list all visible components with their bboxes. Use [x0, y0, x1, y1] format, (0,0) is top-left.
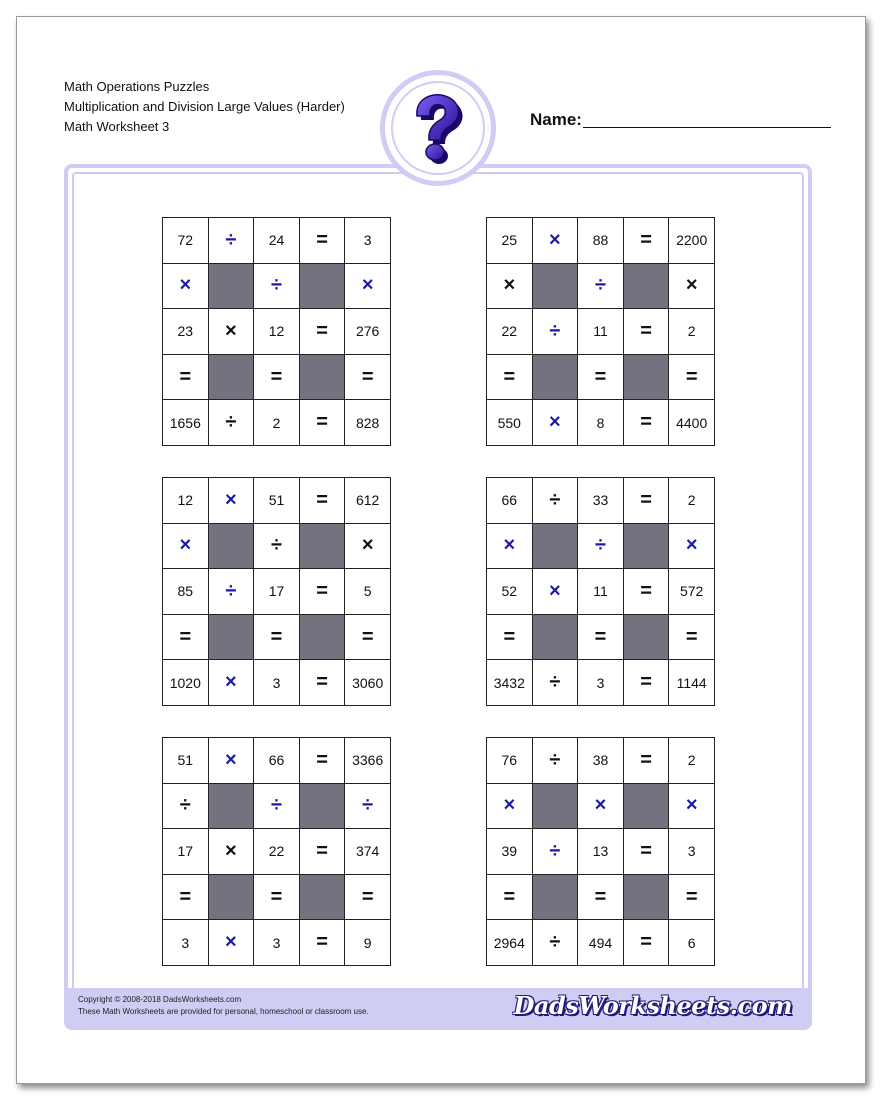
shaded-cell [209, 615, 255, 661]
number-cell: 11 [578, 309, 624, 355]
operator-cell: ÷ [533, 478, 579, 524]
operator-cell: × [345, 524, 391, 570]
operator-cell: × [163, 264, 209, 310]
operator-cell: = [487, 615, 533, 661]
number-cell: 13 [578, 829, 624, 875]
number-cell: 3 [345, 218, 391, 264]
shaded-cell [624, 615, 670, 661]
operator-cell: ÷ [533, 309, 579, 355]
shaded-cell [300, 875, 346, 921]
number-cell: 3 [669, 829, 715, 875]
operator-cell: = [624, 478, 670, 524]
shaded-cell [209, 784, 255, 830]
shaded-cell [300, 524, 346, 570]
operator-cell: × [209, 309, 255, 355]
number-cell: 8 [578, 400, 624, 446]
operator-cell: × [669, 784, 715, 830]
operator-cell: ÷ [254, 264, 300, 310]
operator-cell: = [300, 660, 346, 706]
operator-cell: = [300, 738, 346, 784]
number-cell: 494 [578, 920, 624, 966]
number-cell: 85 [163, 569, 209, 615]
operator-cell: × [209, 738, 255, 784]
shaded-cell [300, 784, 346, 830]
number-cell: 66 [487, 478, 533, 524]
shaded-cell [624, 355, 670, 401]
operator-cell: = [669, 615, 715, 661]
worksheet-title [64, 77, 345, 137]
operator-cell: = [300, 920, 346, 966]
operator-cell: ÷ [533, 660, 579, 706]
brand-logo: DadsWorksheets.com [513, 991, 792, 1020]
operator-cell: = [345, 875, 391, 921]
operator-cell: ÷ [163, 784, 209, 830]
puzzle-grid [162, 737, 391, 966]
operator-cell: = [300, 478, 346, 524]
number-cell: 550 [487, 400, 533, 446]
number-cell: 25 [487, 218, 533, 264]
number-cell: 51 [163, 738, 209, 784]
shaded-cell [624, 875, 670, 921]
number-cell: 572 [669, 569, 715, 615]
operator-cell: ÷ [533, 920, 579, 966]
operator-cell: ÷ [578, 524, 624, 570]
operator-cell: = [624, 738, 670, 784]
operator-cell: = [624, 400, 670, 446]
operator-cell: ÷ [209, 569, 255, 615]
number-cell: 76 [487, 738, 533, 784]
usage-note: These Math Worksheets are provided for personal, homeschool or classroom use. [78, 1007, 369, 1016]
shaded-cell [624, 264, 670, 310]
operator-cell: = [300, 400, 346, 446]
number-cell: 22 [487, 309, 533, 355]
number-cell: 2964 [487, 920, 533, 966]
copyright-text: Copyright © 2008-2018 DadsWorksheets.com [78, 995, 242, 1004]
number-cell: 1144 [669, 660, 715, 706]
number-cell: 276 [345, 309, 391, 355]
number-cell: 3060 [345, 660, 391, 706]
shaded-cell [300, 615, 346, 661]
operator-cell: × [669, 264, 715, 310]
operator-cell: = [624, 218, 670, 264]
number-cell: 22 [254, 829, 300, 875]
operator-cell: = [624, 569, 670, 615]
number-cell: 3 [254, 660, 300, 706]
number-cell: 828 [345, 400, 391, 446]
operator-cell: × [578, 784, 624, 830]
shaded-cell [533, 875, 579, 921]
shaded-cell [533, 264, 579, 310]
number-cell: 23 [163, 309, 209, 355]
number-cell: 17 [163, 829, 209, 875]
number-cell: 33 [578, 478, 624, 524]
operator-cell: × [487, 524, 533, 570]
number-cell: 3 [163, 920, 209, 966]
operator-cell: = [163, 355, 209, 401]
operator-cell: × [533, 218, 579, 264]
operator-cell: = [669, 355, 715, 401]
number-cell: 12 [163, 478, 209, 524]
puzzle-grid [486, 477, 715, 706]
operator-cell: = [254, 875, 300, 921]
number-cell: 3 [578, 660, 624, 706]
title-line-2: Multiplication and Division Large Values (Harder) [64, 99, 345, 114]
shaded-cell [209, 524, 255, 570]
operator-cell: ÷ [209, 400, 255, 446]
puzzle-grid [162, 477, 391, 706]
number-cell: 51 [254, 478, 300, 524]
operator-cell: = [669, 875, 715, 921]
operator-cell: = [300, 309, 346, 355]
operator-cell: = [624, 660, 670, 706]
operator-cell: × [345, 264, 391, 310]
operator-cell: ÷ [254, 784, 300, 830]
puzzle-grid [486, 217, 715, 446]
operator-cell: × [209, 920, 255, 966]
operator-cell: × [209, 478, 255, 524]
shaded-cell [300, 264, 346, 310]
shaded-cell [533, 524, 579, 570]
operator-cell: = [578, 355, 624, 401]
operator-cell: = [163, 615, 209, 661]
shaded-cell [533, 784, 579, 830]
operator-cell: × [533, 569, 579, 615]
name-label: Name: [530, 110, 582, 129]
operator-cell: × [669, 524, 715, 570]
number-cell: 3432 [487, 660, 533, 706]
name-field-line[interactable] [583, 127, 831, 128]
number-cell: 2 [669, 309, 715, 355]
question-mark-icon [403, 88, 473, 168]
operator-cell: = [487, 875, 533, 921]
operator-cell: ÷ [533, 829, 579, 875]
operator-cell: × [487, 784, 533, 830]
shaded-cell [533, 615, 579, 661]
operator-cell: ÷ [209, 218, 255, 264]
operator-cell: ÷ [254, 524, 300, 570]
operator-cell: = [254, 615, 300, 661]
operator-cell: × [163, 524, 209, 570]
number-cell: 6 [669, 920, 715, 966]
operator-cell: = [624, 309, 670, 355]
number-cell: 52 [487, 569, 533, 615]
number-cell: 4400 [669, 400, 715, 446]
number-cell: 39 [487, 829, 533, 875]
operator-cell: × [209, 829, 255, 875]
logo-badge [380, 70, 496, 186]
operator-cell: = [578, 875, 624, 921]
number-cell: 374 [345, 829, 391, 875]
shaded-cell [300, 355, 346, 401]
operator-cell: = [487, 355, 533, 401]
number-cell: 88 [578, 218, 624, 264]
number-cell: 66 [254, 738, 300, 784]
number-cell: 1020 [163, 660, 209, 706]
operator-cell: = [624, 829, 670, 875]
operator-cell: = [300, 569, 346, 615]
operator-cell: = [624, 920, 670, 966]
title-line-1: Math Operations Puzzles [64, 79, 210, 94]
operator-cell: = [345, 615, 391, 661]
shaded-cell [209, 355, 255, 401]
number-cell: 612 [345, 478, 391, 524]
number-cell: 72 [163, 218, 209, 264]
shaded-cell [624, 524, 670, 570]
puzzle-grid [162, 217, 391, 446]
operator-cell: ÷ [533, 738, 579, 784]
number-cell: 3 [254, 920, 300, 966]
number-cell: 38 [578, 738, 624, 784]
number-cell: 9 [345, 920, 391, 966]
number-cell: 2 [669, 478, 715, 524]
operator-cell: ÷ [578, 264, 624, 310]
number-cell: 24 [254, 218, 300, 264]
number-cell: 1656 [163, 400, 209, 446]
operator-cell: = [300, 829, 346, 875]
operator-cell: ÷ [345, 784, 391, 830]
operator-cell: × [487, 264, 533, 310]
number-cell: 2 [254, 400, 300, 446]
puzzle-grid [486, 737, 715, 966]
operator-cell: = [300, 218, 346, 264]
number-cell: 2 [669, 738, 715, 784]
number-cell: 5 [345, 569, 391, 615]
number-cell: 12 [254, 309, 300, 355]
number-cell: 2200 [669, 218, 715, 264]
operator-cell: = [578, 615, 624, 661]
operator-cell: × [533, 400, 579, 446]
shaded-cell [624, 784, 670, 830]
operator-cell: = [254, 355, 300, 401]
shaded-cell [533, 355, 579, 401]
operator-cell: × [209, 660, 255, 706]
footer [68, 988, 808, 1026]
title-line-3: Math Worksheet 3 [64, 119, 170, 134]
operator-cell: = [163, 875, 209, 921]
number-cell: 17 [254, 569, 300, 615]
number-cell: 11 [578, 569, 624, 615]
shaded-cell [209, 875, 255, 921]
shaded-cell [209, 264, 255, 310]
operator-cell: = [345, 355, 391, 401]
number-cell: 3366 [345, 738, 391, 784]
